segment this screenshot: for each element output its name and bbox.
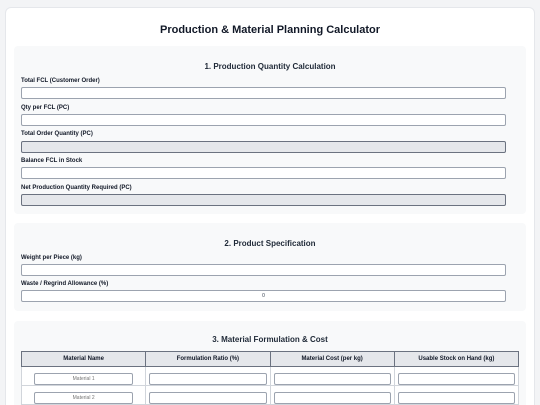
table-row	[22, 367, 519, 386]
formulation-ratio-input[interactable]	[149, 373, 266, 385]
net-production-quantity-label: Net Production Quantity Required (PC)	[21, 185, 132, 191]
material-cost-input[interactable]	[274, 373, 391, 385]
section-title: 1. Production Quantity Calculation	[204, 62, 336, 71]
section-title: 2. Product Specification	[224, 239, 316, 248]
total-order-quantity-label: Total Order Quantity (PC)	[21, 131, 93, 137]
qty-per-fcl-label: Qty per FCL (PC)	[21, 105, 70, 111]
formulation-ratio-cell	[146, 386, 270, 405]
material-cost-input[interactable]	[274, 392, 391, 404]
column-header-usable-stock: Usable Stock on Hand (kg)	[394, 352, 518, 367]
material-name-cell	[22, 367, 146, 386]
product-specification-section	[14, 223, 526, 311]
waste-allowance-input[interactable]	[21, 290, 506, 302]
qty-per-fcl-input[interactable]	[21, 114, 506, 126]
table-row	[22, 386, 519, 405]
material-formulation-section	[14, 321, 526, 405]
column-header-formulation-ratio: Formulation Ratio (%)	[146, 352, 270, 367]
formulation-ratio-input[interactable]	[149, 392, 266, 404]
balance-fcl-input[interactable]	[21, 167, 506, 179]
usable-stock-cell	[394, 386, 518, 405]
usable-stock-cell	[394, 367, 518, 386]
material-table	[21, 351, 519, 405]
column-header-material-name: Material Name	[22, 352, 146, 367]
total-fcl-label: Total FCL (Customer Order)	[21, 78, 100, 84]
net-production-quantity-output	[21, 194, 506, 206]
section-title: 3. Material Formulation & Cost	[212, 335, 328, 344]
waste-allowance-label: Waste / Regrind Allowance (%)	[21, 281, 109, 287]
usable-stock-input[interactable]	[398, 392, 515, 404]
page-title: Production & Material Planning Calculator	[159, 24, 381, 36]
weight-per-piece-input[interactable]	[21, 264, 506, 276]
material-name-input[interactable]	[34, 392, 132, 404]
table-header-row	[22, 352, 519, 367]
production-quantity-section	[14, 46, 526, 214]
material-name-cell	[22, 386, 146, 405]
total-fcl-input[interactable]	[21, 87, 506, 99]
formulation-ratio-cell	[146, 367, 270, 386]
material-cost-cell	[270, 367, 394, 386]
weight-per-piece-label: Weight per Piece (kg)	[21, 255, 82, 261]
total-order-quantity-output	[21, 141, 506, 153]
balance-fcl-label: Balance FCL in Stock	[21, 158, 83, 164]
column-header-material-cost: Material Cost (per kg)	[270, 352, 394, 367]
material-cost-cell	[270, 386, 394, 405]
usable-stock-input[interactable]	[398, 373, 515, 385]
material-name-input[interactable]	[34, 373, 132, 385]
